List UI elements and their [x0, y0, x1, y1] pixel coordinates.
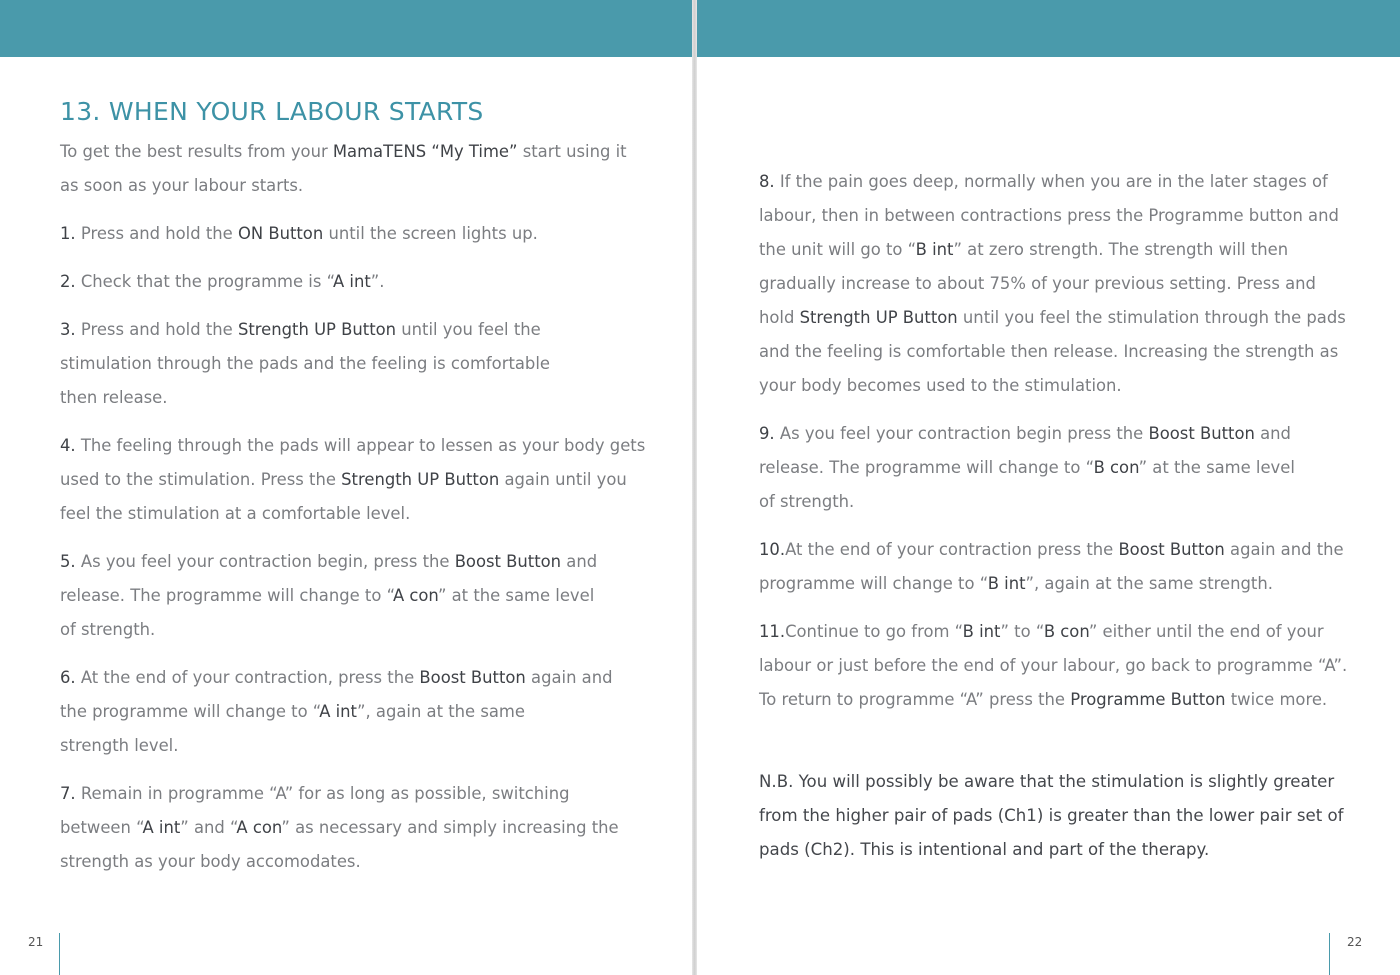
intro-paragraph: To get the best results from your MamaTENS “My Time” start using it as soon as your labour starts.: [60, 142, 627, 195]
step-8: 8. If the pain goes deep, normally when you are in the later stages of labour, then in between contractions press the Programme button and the unit will go to “B int” at zero strength. The strength will then gradually increase to about 75% of your previous setting. Press and hold Strength UP Button until you feel the stimulation through the pads and the feeling is comfortable then release. Increasing the strength as your body becomes used to the stimulation.: [759, 172, 1346, 395]
page-number-left: 21: [28, 935, 44, 949]
right-page: [697, 57, 1400, 975]
step-10: 10.At the end of your contraction press the Boost Button again and the programme will change to “B int”, again at the same strength.: [759, 540, 1344, 593]
step-11: 11.Continue to go from “B int” to “B con” either until the end of your labour or just before the end of your labour, go back to programme “A”. To return to programme “A” press the Programme Button twice more.: [759, 622, 1348, 709]
section-heading: 13. WHEN YOUR LABOUR STARTS: [60, 97, 484, 126]
step-1: 1. Press and hold the ON Button until the screen lights up.: [60, 224, 538, 243]
step-9: 9. As you feel your contraction begin press the Boost Button and release. The programme will change to “B con” at the same level of strength.: [759, 424, 1295, 511]
step-2: 2. Check that the programme is “A int”.: [60, 272, 385, 291]
step-6: 6. At the end of your contraction, press the Boost Button again and the programme will change to “A int”, again at the same strength level.: [60, 668, 613, 755]
right-header-band: [697, 0, 1400, 57]
step-7: 7. Remain in programme “A” for as long as possible, switching between “A int” and “A con” as necessary and simply increasing the strength as your body accomodates.: [60, 784, 619, 871]
page-number-right: 22: [1347, 935, 1363, 949]
step-5: 5. As you feel your contraction begin, press the Boost Button and release. The programme will change to “A con” at the same level of strength.: [60, 552, 598, 639]
left-page: [0, 57, 692, 975]
page-number-rule-right: [1329, 933, 1330, 975]
step-4: 4. The feeling through the pads will appear to lessen as your body gets used to the stimulation. Press the Strength UP Button again until you feel the stimulation at a comfortable level.: [60, 436, 646, 523]
step-3: 3. Press and hold the Strength UP Button until you feel the stimulation through the pads and the feeling is comfortable then release.: [60, 320, 550, 407]
left-header-band: [0, 0, 692, 57]
nb-note: N.B. You will possibly be aware that the stimulation is slightly greater from the higher pair of pads (Ch1) is greater than the lower pair set of pads (Ch2). This is intentional and part of the therapy.: [759, 772, 1344, 859]
page-number-rule-left: [59, 933, 60, 975]
